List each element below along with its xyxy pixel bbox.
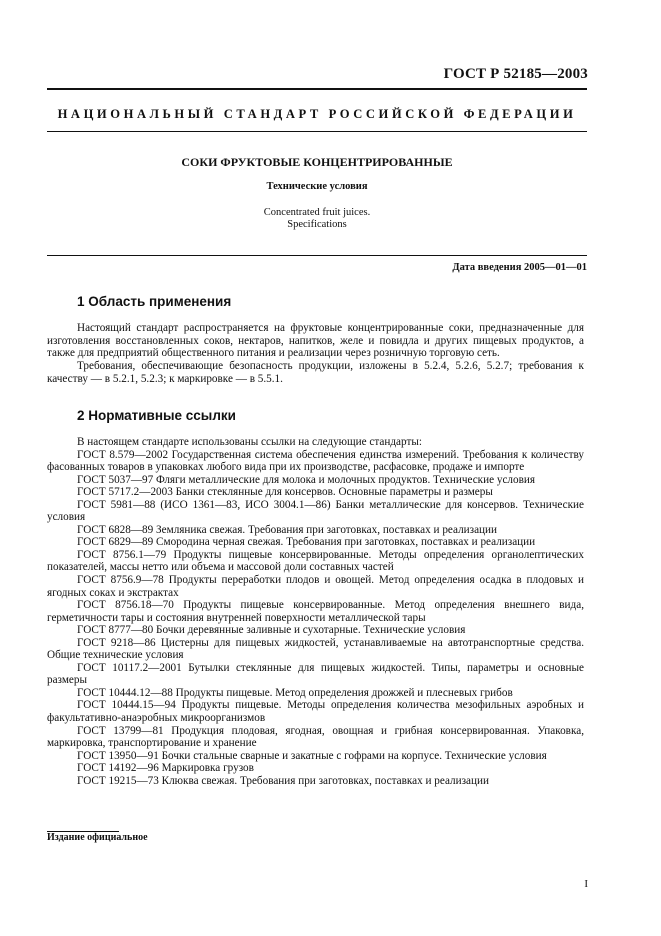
national-standard-banner: НАЦИОНАЛЬНЫЙ СТАНДАРТ РОССИЙСКОЙ ФЕДЕРАЦИИ (57, 107, 577, 121)
reference-item: ГОСТ 8777—80 Бочки деревянные заливные и сухотарные. Технические условия (77, 624, 466, 637)
section-1-body (47, 322, 584, 386)
reference-item: ГОСТ 19215—73 Клюква свежая. Требования при заготовках, поставках и реализации (77, 774, 489, 787)
reference-item: ГОСТ 10117.2—2001 Бутылки стеклянные для пищевых жидкостей. Типы, параметры и основные размеры (47, 661, 584, 687)
reference-item: ГОСТ 5717.2—2003 Банки стеклянные для консервов. Основные параметры и размеры (77, 486, 493, 499)
introduction-date: Дата введения 2005—01—01 (452, 262, 587, 273)
reference-item: ГОСТ 6829—89 Смородина черная свежая. Требования при заготовках, поставках и реализации (77, 536, 536, 549)
paragraph: Настоящий стандарт распространяется на фруктовые концентрированные соки, предназначенные для изготовления восстановленных соков, нектаров, напитков, желе и повидла и других пищевых продуктов, а также для предприятий общественного питания и реализации через розничную торговую сеть. (47, 322, 584, 360)
title-rule (47, 255, 587, 256)
reference-item: ГОСТ 8756.1—79 Продукты пищевые консервированные. Методы определения органолептических показателей, массы нетто или объема и массовой доли составных частей (47, 548, 584, 574)
reference-item: ГОСТ 14192—96 Маркировка грузов (77, 762, 254, 775)
header-rule (47, 88, 587, 90)
english-title-line-2: Specifications (287, 219, 347, 230)
reference-item: ГОСТ 5981—88 (ИСО 1361—83, ИСО 3004.1—86) Банки металлические для консервов. Технические условия (47, 498, 584, 524)
paragraph: Требования, обеспечивающие безопасность продукции, изложены в 5.2.4, 5.2.6, 5.2.7; требования к качеству — в 5.2.1, 5.2.3; к маркировке — в 5.5.1. (47, 360, 584, 385)
reference-item: ГОСТ 13950—91 Бочки стальные сварные и закатные с гофрами на корпусе. Технические условия (77, 749, 547, 762)
reference-item: ГОСТ 8.579—2002 Государственная система обеспечения единства измерений. Требования к количеству фасованных товаров в упаковках любого вида при их производстве, расфасовке, продаже и импорте (47, 448, 584, 474)
section-2-body (47, 436, 584, 787)
reference-item: ГОСТ 5037—97 Фляги металлические для молока и молочных продуктов. Технические условия (77, 473, 536, 486)
reference-item: ГОСТ 8756.18—70 Продукты пищевые консервированные. Метод определения внешнего вида, герметичности тары и состояния внутренней поверхности металлической тары (47, 599, 584, 624)
section-1-heading: 1 Область применения (77, 294, 232, 309)
reference-item: ГОСТ 10444.15—94 Продукты пищевые. Методы определения количества мезофильных аэробных и факультативно-анаэробных микроорганизмов (47, 699, 584, 725)
official-edition-label: Издание официальное (47, 832, 148, 843)
paragraph: В настоящем стандарте использованы ссылки на следующие стандарты: (77, 436, 422, 448)
document-title: СОКИ ФРУКТОВЫЕ КОНЦЕНТРИРОВАННЫЕ (181, 155, 453, 169)
english-title (47, 207, 587, 231)
banner-rule (47, 131, 587, 132)
page-number: I (584, 878, 588, 890)
english-title-line-1: Concentrated fruit juices. (263, 207, 371, 218)
reference-item: ГОСТ 10444.12—88 Продукты пищевые. Метод определения дрожжей и плесневых грибов (77, 686, 513, 699)
document-subtitle: Технические условия (266, 181, 368, 192)
reference-item: ГОСТ 6828—89 Земляника свежая. Требования при заготовках, поставках и реализации (77, 523, 497, 536)
reference-item: ГОСТ 8756.9—78 Продукты переработки плодов и овощей. Метод определения осадка в плодовых и ягодных соках и экстрактах (47, 574, 584, 599)
section-2-heading: 2 Нормативные ссылки (77, 408, 236, 423)
reference-item: ГОСТ 13799—81 Продукция плодовая, ягодная, овощная и грибная консервированная. Упаковка, маркировка, транспортирование и хранение (47, 724, 584, 750)
document-code: ГОСТ Р 52185—2003 (443, 66, 588, 82)
reference-item: ГОСТ 9218—86 Цистерны для пищевых жидкостей, устанавливаемые на автотранспортные средства. Общие технические условия (47, 636, 584, 662)
